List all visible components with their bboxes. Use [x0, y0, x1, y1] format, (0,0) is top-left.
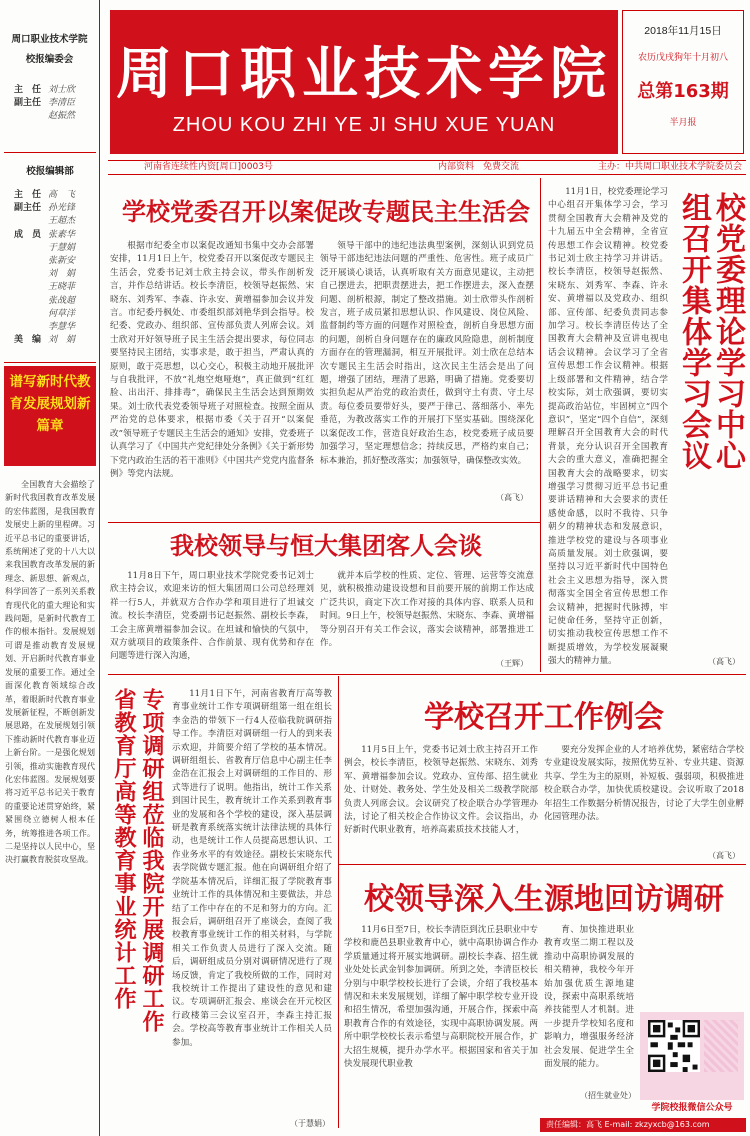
article4-subtitle: 省教育厅高等教育事业统计工作	[111, 688, 136, 1010]
article4-text: 11月1日下午，河南省教育厅高等教育事业统计工作专项调研组第一组在组长李金浩的带领下一行4人莅临我院调研指导工作。李清臣对调研组一行人的到来表示欢迎，并简要介绍了学校的基本情况。调研组组长、省教育厅信息中心副主任李金浩在汇报会上对调研组的工作目的、形式等进行了说明。他指出，统计工作关系到国计民生，教育统计工作关系到教育事业的发展和各个学校的建设，深入基层调研是教育系统落实统计法律法规的具体行动，也是统计工作人员提高思想认识、工作业务水平的有效途径。副校长宋晓东代表学院做专题汇报。他在向调研组介绍了学院基本情况后，详细汇报了学院教育事业统计工作的具体情况和主要做法，并总结了工作中存在的不足和努力的方向。汇报会后，调研组召开了座谈会，查阅了我校教育事业统计工作的相关材料，与学院相关工作负责人员进行了深入交流。随后，调研组成员分别对调研情况进行了现场反馈，肯定了我校所做的工作，同时对我校统计工作提出了建设性的意见和建议。专项调研汇报会、座谈会在开元校区行政楼第三会议室召开，李森主持汇报会。学校高等教育事业统计工作相关人员参加。	[172, 689, 332, 1048]
staff-row	[14, 308, 100, 321]
article1-author: （高飞）	[496, 493, 528, 502]
info-bar	[108, 160, 746, 175]
article1-title: 学校党委召开以案促改专题民主生活会	[122, 198, 530, 226]
staff-role	[14, 242, 48, 255]
feature-text: 全国教育大会描绘了新时代我国教育改革发展的宏伟蓝图，是我国教育发展史上新的里程碑。习近平总书记的重要讲话，系统阐述了党的十八大以来我国教育改革发展的新理念、新思想、新观点，科学回答了一系列关系教育现代化的重大理论和实践问题，是新时代教育工作的根本指针。发展规划可谓是推动教育发展规划、开启新时代教育事业发展的重要工作。通过全面深化教育领域综合改革，着眼新时代教育事业发展新征程，不断创新发展思路，在发展规划引领下推动新时代教育事业迈上新台阶。一是强化规划引领，推动实施教育现代化宏伟蓝图。发展规划要将习近平总书记关于教育的重要论述贯穿始终，紧紧围绕立德树人根本任务，统筹推进各项工作。二是坚持以人民中心，坚决打赢教育脱贫攻坚战。	[5, 480, 95, 865]
staff-name: 何草洋	[48, 308, 76, 319]
staff-name: 李慧华	[48, 322, 76, 333]
staff-name: 于慧娟	[48, 242, 76, 253]
staff-name: 刘 娟	[48, 269, 76, 280]
staff-name: 孙光锋	[48, 203, 76, 214]
staff-role	[14, 110, 48, 123]
article6-author: （招生就业处）	[580, 1091, 636, 1100]
article5-title: 学校召开工作例会	[424, 700, 664, 735]
sidebar-divider	[4, 152, 96, 153]
article2-author: （高飞）	[708, 657, 740, 666]
staff-role	[14, 255, 48, 268]
masthead-title: 周口职业技术学院	[116, 41, 612, 107]
article2-text: 11月1日，校党委理论学习中心组召开集体学习会，学习贯彻全国教育大会精神及党的十九届五中全会精神，全省宣传思想工作会议精神。校党委书记刘士欣主持学习并讲话。校长李清臣，校领导赵振然、宋晓东、刘秀军、李森、许永安、黄增福以及党政办、组织部、宣传部、纪委负责同志参加学习。校长李清臣传达了全国教育大会精神及宣讲电视电话会议精神。会议学习了全省宣传思想工作会议精神。根据上级部署和文件精神，结合学校实际，刘士欣强调，要切实提高政治站位，牢固树立“四个意识”，坚定“四个自信”，深刻理解召开全国教育大会的时代背景，充分认识召开全国教育大会的重大意义，准确把握全国教育大会的战略要求，切实增强学习贯彻习近平总书记重要讲话精神和大会要求的责任感使命感，以时不我待、只争朝夕的精神状态和发展意识，推进学校党的建设与各项事业高质量发展。刘士欣强调，要坚持以习近平新时代中国特色社会主义思想为指导，深入贯彻落实全国全省宣传思想工作会议精神，把握时代脉搏，牢记使命任务，坚持守正创新，切实推动我校宣传思想工作不断提质增效，为学校发展凝聚强大的精神力量。	[548, 187, 668, 667]
article3-title: 我校领导与恒大集团客人会谈	[170, 532, 482, 560]
section-rule	[108, 522, 540, 523]
article3-author: （王辉）	[496, 659, 528, 668]
qr-block	[640, 1012, 744, 1100]
article5-col1: 11月5日上午，党委书记刘士欣主持召开工作例会，校长李清臣，校领导赵振然、宋晓东、刘秀军、黄增福参加会议。党政办、宣传部、招生就业处、计财处、教务处、学生处及相关二级教学院部负责人列席会议。会议研究了校企联合办学管理办法，讨论了相关校企合作协议文件。会议指出，办好新时代职业教育，培养高素质技术技能人才，	[344, 745, 538, 836]
staff-name: 高 飞	[48, 190, 76, 200]
staff-name: 王超杰	[48, 216, 76, 227]
staff-name: 刘士欣	[48, 85, 76, 95]
article5-author: （高飞）	[708, 851, 740, 860]
staff-row	[14, 97, 99, 110]
article6-title: 校领导深入生源地回访调研	[364, 882, 724, 917]
staff-row	[14, 268, 100, 281]
staff-row	[14, 281, 100, 294]
masthead-banner	[110, 10, 618, 154]
staff-role: 美 编	[14, 335, 42, 346]
committee-title: 周口职业技术学院 校报编委会	[11, 34, 88, 65]
staff-role	[14, 308, 48, 321]
qr-caption: 学院校报微信公众号	[651, 1103, 733, 1113]
editorial-list	[0, 189, 100, 347]
article1-col1: 根据市纪委全市以案促改通知书集中交办会部署安排，11月1日上午，校党委召开以案促改专题民主生活会，党委书记刘士欣主持会议，带头作剖析发言，并作总结讲话。校长李清臣，校领导赵振然、宋晓东、刘秀军、李森、许永安、黄增福参加会议并发言。市纪委丹枫处、市委组织部刘艳华到会指导。校纪委、党政办、组织部、宣传部负责人列席会议。刘士欣对开好领导班子民主生活会提出要求，每位同志要坚持民主团结，实事求是，敢于担当，严肃认真的原则，敢于亮思想，以心交心，积极主动地开展批评与自我批评，不放“礼炮空炮哑炮”，真正做到“红红脸、出出汗、排排毒”，确保民主生活会达到预期效果。刘士欣代表党委领导班子对照检查。按照全面从严治党的总体要求，根据市委《关于召开“以案促改”领导班子专题民主生活会的通知》安排，党委班子认真学习了《中国共产党纪律处分条例》《关于新形势下党内政治生活的若干准则》《中国共产党党内监督条例》等党内法规。	[110, 241, 314, 479]
staff-role	[14, 321, 48, 334]
feature-title: 谱写新时代教育发展规划新篇章	[4, 366, 96, 466]
staff-role	[14, 295, 48, 308]
column-rule	[338, 676, 339, 1128]
staff-row	[14, 321, 100, 334]
staff-row	[14, 229, 100, 242]
article6-col2: 育、加快推进职业教育攻坚二期工程以及推动中高职协调发展的相关精神，我校今年开始加强优质生源地建设，探索中高职系统培养技能型人才机制。进一步提升学校知名度和影响力，增强服务经济社会发展、促进学生全面发展的能力。	[544, 925, 634, 1070]
staff-role	[14, 268, 48, 281]
article3-col2: 就并本后学校的性质、定位、管理、运营等交流意见，就积极推动建设设想和目前要开展的前期工作达成广泛共识，商定下次工作对接的具体内容、联系人员和时间。9日上午，校领导赵振然、宋晓东、李森、黄增福等分别召开有关工作会议，落实会谈精神，部署推进工作。	[320, 571, 534, 649]
staff-row	[14, 84, 99, 97]
footer-editor: 责任编辑：高飞 E-mail: zkzyxcb@163.com	[540, 1118, 746, 1132]
staff-role	[14, 215, 48, 228]
staff-name: 张新安	[48, 256, 76, 267]
staff-name: 刘 娟	[48, 335, 76, 346]
issue-frequency: 半月报	[669, 118, 697, 128]
sidebar-divider-2	[4, 362, 96, 363]
staff-row	[14, 242, 100, 255]
staff-role: 成 员	[14, 229, 42, 240]
publisher: 主办：中共周口职业技术学院委员会	[598, 162, 743, 172]
staff-name: 赵振然	[48, 111, 76, 122]
column-rule	[540, 178, 541, 672]
staff-role: 主 任	[14, 190, 42, 200]
article2-title: 校党委理论学习中心组召开集体学习会议	[676, 192, 745, 471]
staff-name: 王晓菲	[48, 282, 76, 293]
staff-row	[14, 110, 99, 123]
staff-row	[14, 295, 100, 308]
staff-row	[14, 334, 100, 347]
article5-col2: 要充分发挥企业的人才培养优势，紧密结合学校专业建设发展实际，按照优势互补、专业共建、资源共享、学生为主的原则，补短板、强弱项，积极推进校企联合办学，加快优质校建设。会议听取了2018年招生工作数据分析情况报告，讨论了大学生创业孵化园管理办法。	[544, 745, 744, 823]
issue-number: 总第163期	[637, 81, 729, 102]
issue-lunar: 农历戊戌狗年十月初八	[637, 53, 728, 63]
staff-name: 李清臣	[48, 98, 76, 109]
article4-title: 专项调研组莅临我院开展调研工作	[139, 688, 164, 1033]
publication-type: 内部资料 免费交流	[438, 162, 520, 172]
license-number: 河南省连续性内资[周口]0003号	[144, 162, 273, 172]
committee-list	[0, 84, 99, 124]
staff-role: 副主任	[14, 98, 42, 109]
qr-code-icon	[648, 1020, 700, 1072]
issue-box	[622, 10, 744, 154]
issue-date: 2018年11月15日	[644, 25, 722, 37]
staff-name: 张战超	[48, 295, 76, 306]
section-rule	[338, 864, 746, 865]
staff-row	[14, 189, 100, 202]
article3-col1: 11月8日下午，周口职业技术学院党委书记刘士欣主持会议，欢迎来访的恒大集团周口公司总经理刘祥一行5人，并就双方合作办学和项目进行了坦诚交流。校长李清臣，党委副书记赵振然、副校长李森，工会主席黄增福参加会议。在坦诚和愉快的气氛中，双方就项目的政策条件、合作前景、现有优势和存在问题等进行深入沟通，	[110, 571, 314, 662]
sidebar	[0, 0, 100, 1136]
staff-role: 副主任	[14, 203, 42, 214]
masthead-pinyin: ZHOU KOU ZHI YE JI SHU XUE YUAN	[172, 114, 556, 136]
staff-row	[14, 215, 100, 228]
staff-row	[14, 255, 100, 268]
qr-side-deco	[704, 1020, 738, 1072]
staff-row	[14, 202, 100, 215]
section-rule	[108, 674, 746, 675]
editorial-title: 校报编辑部	[26, 166, 74, 177]
article6-col1: 11月6日至7日，校长李清臣到沈丘县职业中专学校和鹿邑县职业教育中心，就中高职协调合作办学质量通过将开展实地调研。副校长李森、招生就业处处长武金钊参加调研。所到之处，李清臣校长分别与中职学校校长进行了会谈，介绍了我校基本情况和未来发展规划，详细了解中职学校专业开设和招生情况，希望加强沟通，开展合作，探索中高职教育合作的有效途径，实现中高职协调发展。两所中职学校校长表示希望与高职院校开展合作，扩大招生规模，提升办学水平。根据国家和省关于加快发展现代职业教	[344, 925, 538, 1070]
article4-author: （于慧娟）	[290, 1119, 330, 1128]
staff-role	[14, 281, 48, 294]
staff-name: 张素华	[48, 229, 76, 240]
staff-role: 主 任	[14, 85, 42, 95]
article1-col2: 领导干部中的违纪违法典型案例，深刻认识到党员领导干部违纪违法问题的严重性、危害性。班子成员广泛开展谈心谈话，认真听取有关方面意见建议，主动把自己摆进去，把职责摆进去，把工作摆进去，深入查摆问题、剖析根源，制定了整改措施。刘士欣带头作剖析发言，班子成员紧扣思想认识、作风建设、岗位风险、监督制约等方面的问题作对照检查，剖析自身思想方面的问题，剖析自身问题存在的廉政风险隐患，剖析制度方面存在的管理漏洞，相互开展批评。刘士欣在总结本次专题民主生活会时指出，这次民主生活会是出了问题，增强了团结，理清了思路，明确了措施。党委要切实担负起从严治党的政治责任，做到守土有责、守土尽责。每位委员要带好头，要严于律己、落细落小、率先垂范，为教改落实工作的开展打下坚实基础。围绕深化以案促改工作，营造良好政治生态，校党委班子成员要加强学习，坚定理想信念；持续反思，严格约束自己；标本兼治，抓好整改落实；加强领导，确保整改实效。	[320, 241, 534, 466]
